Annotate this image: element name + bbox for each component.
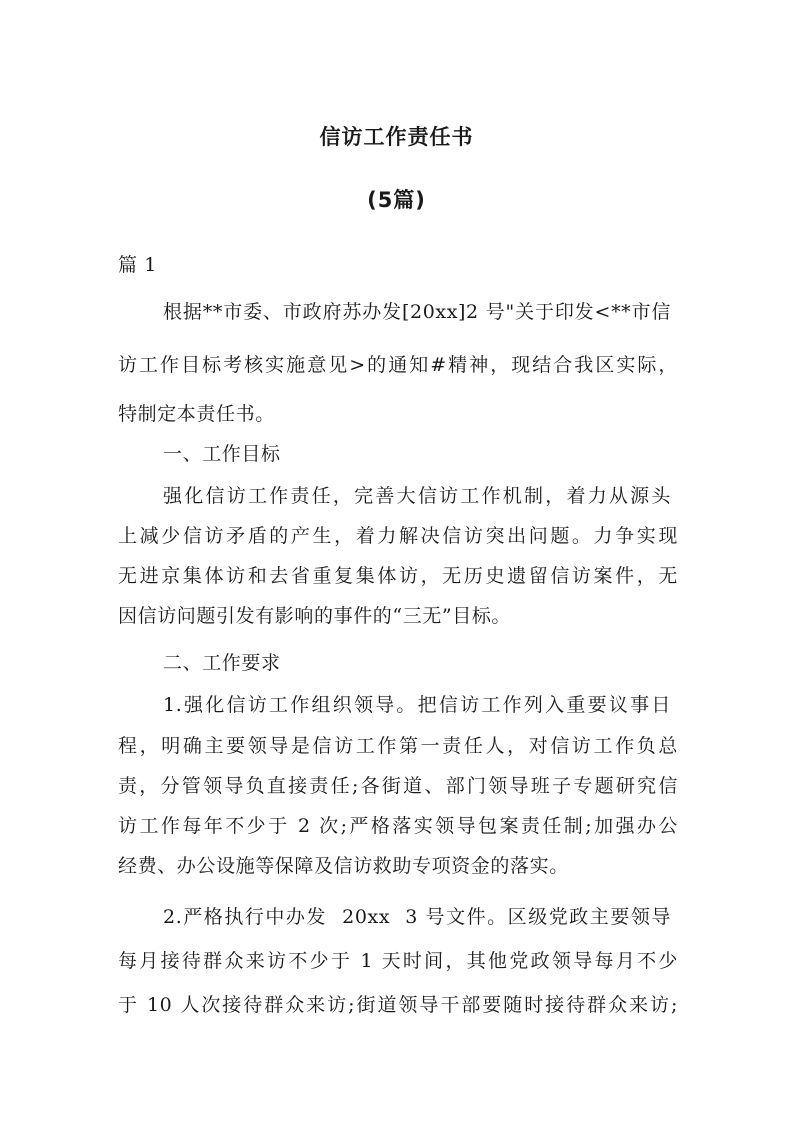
paragraph-line: 经费、办公设施等保障及信访救助专项资金的落实。 — [118, 855, 569, 877]
paragraph-line: 2.严格执行中办发 20xx 3 号文件。区级党政主要领导 — [163, 906, 671, 928]
paragraph-line: 访工作目标考核实施意见>的通知#精神，现结合我区实际， — [118, 354, 678, 376]
paragraph-line: 上减少信访矛盾的产生，着力解决信访突出问题。力争实现 — [118, 525, 678, 547]
paragraph-line: 每月接待群众来访不少于 1 天时间，其他党政领导每月不少 — [118, 950, 678, 972]
paragraph-line: 特制定本责任书。 — [118, 403, 275, 425]
section-label: 篇 1 — [118, 254, 157, 276]
section-heading: 一、工作目标 — [163, 443, 281, 465]
section-heading: 二、工作要求 — [163, 652, 281, 674]
paragraph-line: 于 10 人次接待群众来访;街道领导干部要随时接待群众来访; — [118, 994, 678, 1016]
paragraph-line: 程，明确主要领导是信访工作第一责任人，对信访工作负总 — [118, 735, 678, 757]
document-subtitle: (5篇) — [367, 188, 426, 212]
paragraph-line: 强化信访工作责任，完善大信访工作机制，着力从源头 — [163, 485, 671, 507]
paragraph-line: 访工作每年不少于 2 次;严格落实领导包案责任制;加强办公 — [118, 815, 678, 837]
paragraph-line: 责，分管领导负直接责任;各街道、部门领导班子专题研究信 — [118, 775, 678, 797]
paragraph-line: 1.强化信访工作组织领导。把信访工作列入重要议事日 — [163, 694, 671, 716]
document-title: 信访工作责任书 — [319, 125, 474, 149]
paragraph-line: 因信访问题引发有影响的事件的“三无”目标。 — [118, 605, 512, 627]
paragraph-line: 根据**市委、市政府苏办发[20xx]2 号"关于印发<**市信 — [163, 301, 671, 323]
paragraph-line: 无进京集体访和去省重复集体访，无历史遗留信访案件，无 — [118, 565, 678, 587]
